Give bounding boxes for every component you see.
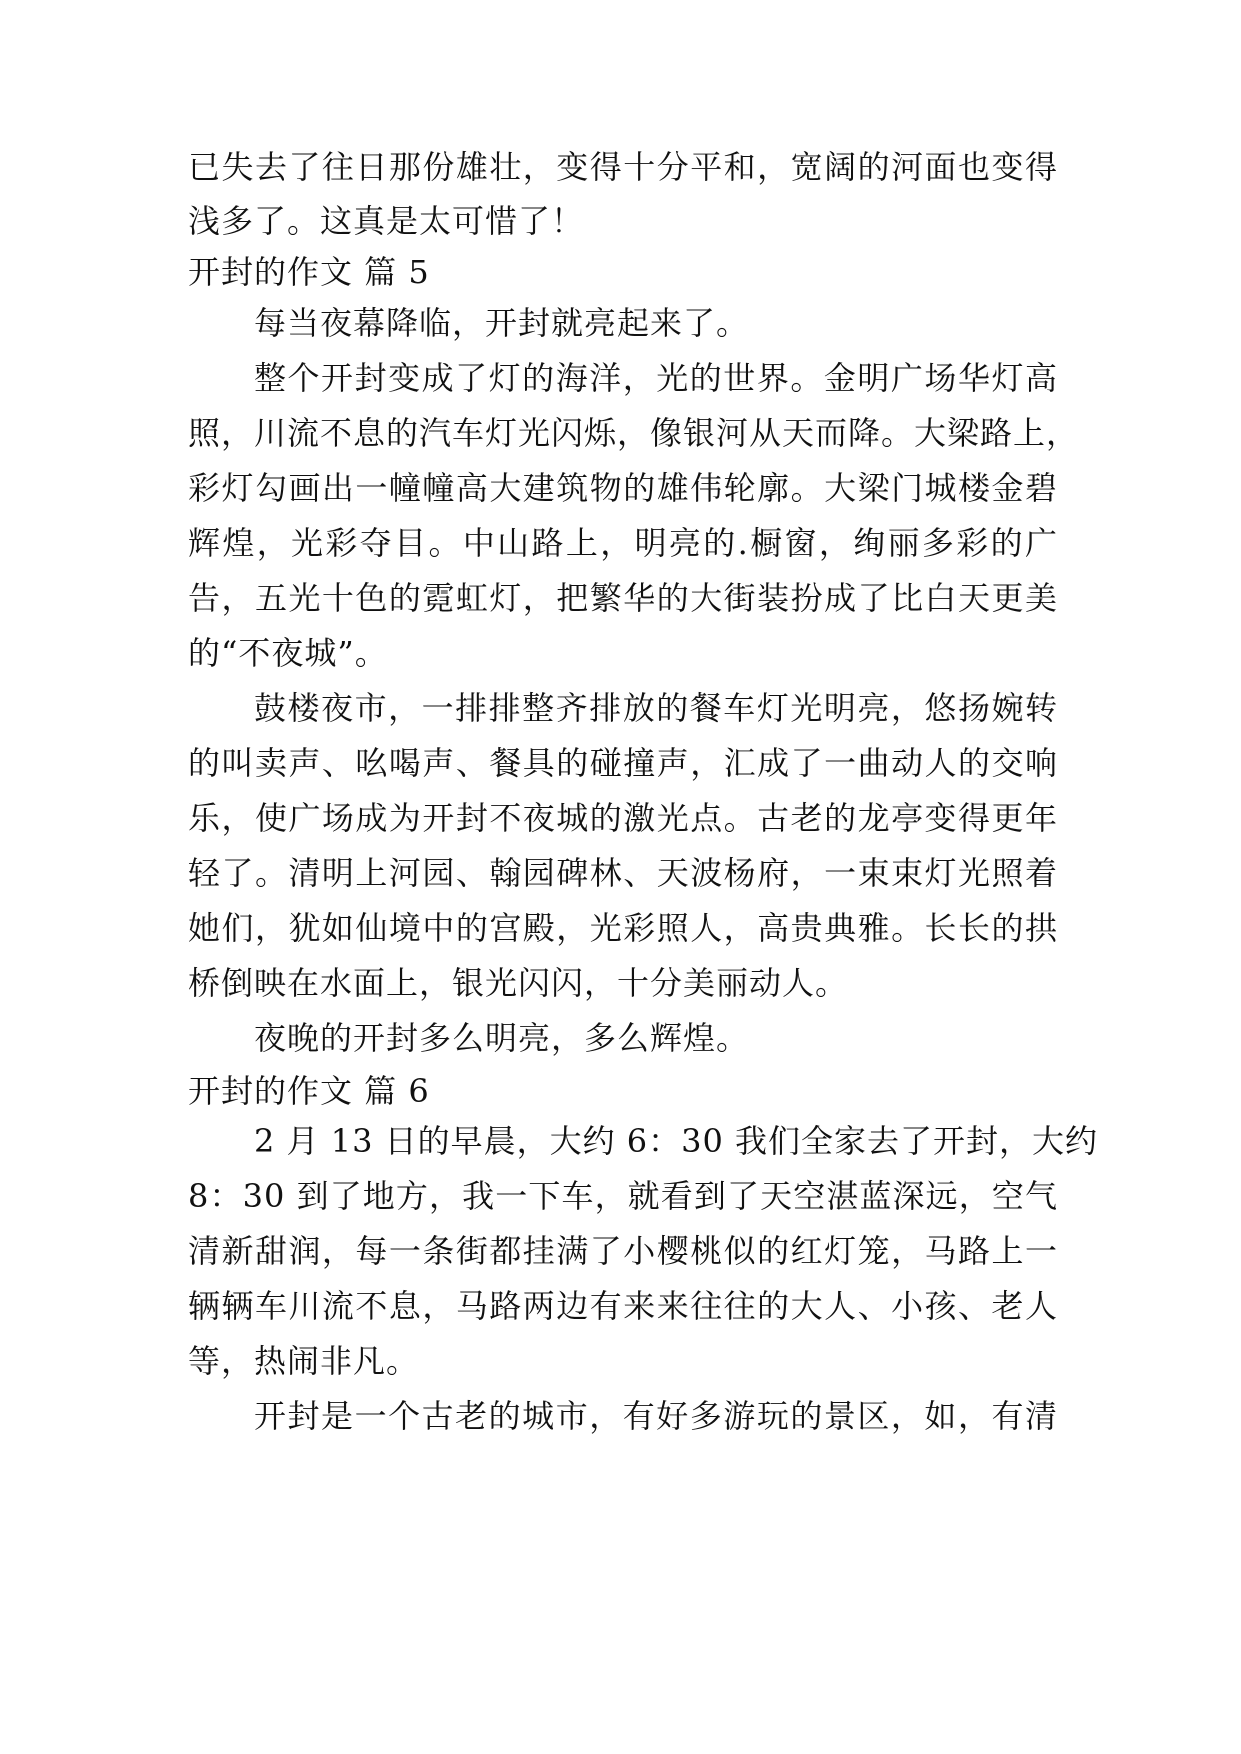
paragraph-start-line: 整个开封变成了灯的海洋，光的世界。金明广场华灯高 (254, 359, 1058, 397)
paragraph-start-line: 开封是一个古老的城市，有好多游玩的景区，如，有清 (254, 1397, 1058, 1435)
paragraph-start-line: 每当夜幕降临，开封就亮起来了。 (254, 304, 750, 342)
text-line: 彩灯勾画出一幢幢高大建筑物的雄伟轮廓。大梁门城楼金碧 (188, 469, 1058, 507)
paragraph-start-line: 夜晚的开封多么明亮，多么辉煌。 (254, 1019, 750, 1057)
text-line: 8：30 到了地方，我一下车，就看到了天空湛蓝深远，空气 (188, 1177, 1058, 1215)
text-line: 清新甜润，每一条街都挂满了小樱桃似的红灯笼，马路上一 (188, 1232, 1058, 1270)
text-line: 的叫卖声、吆喝声、餐具的碰撞声，汇成了一曲动人的交响 (188, 744, 1058, 782)
paragraph-start-line: 鼓楼夜市，一排排整齐排放的餐车灯光明亮，悠扬婉转 (254, 689, 1058, 727)
text-line: 浅多了。这真是太可惜了！ (188, 202, 585, 240)
section-heading: 开封的作文 篇 6 (188, 1072, 430, 1110)
text-line: 等，热闹非凡。 (188, 1342, 420, 1380)
text-line: 辆辆车川流不息，马路两边有来来往往的大人、小孩、老人 (188, 1287, 1058, 1325)
text-line: 她们，犹如仙境中的宫殿，光彩照人，高贵典雅。长长的拱 (188, 909, 1058, 947)
text-line: 的“不夜城”。 (188, 634, 388, 672)
text-line: 已失去了往日那份雄壮，变得十分平和，宽阔的河面也变得 (188, 148, 1058, 186)
text-line: 告，五光十色的霓虹灯，把繁华的大街装扮成了比白天更美 (188, 579, 1058, 617)
text-line: 乐，使广场成为开封不夜城的激光点。古老的龙亭变得更年 (188, 799, 1058, 837)
text-line: 桥倒映在水面上，银光闪闪，十分美丽动人。 (188, 964, 849, 1002)
text-line: 轻了。清明上河园、翰园碑林、天波杨府，一束束灯光照着 (188, 854, 1058, 892)
paragraph-start-line: 2 月 13 日的早晨，大约 6：30 我们全家去了开封，大约 (254, 1122, 1099, 1160)
text-line: 照，川流不息的汽车灯光闪烁，像银河从天而降。大梁路上， (188, 414, 1080, 452)
text-line: 辉煌，光彩夺目。中山路上，明亮的.橱窗，绚丽多彩的广 (188, 524, 1058, 562)
section-heading: 开封的作文 篇 5 (188, 253, 430, 291)
